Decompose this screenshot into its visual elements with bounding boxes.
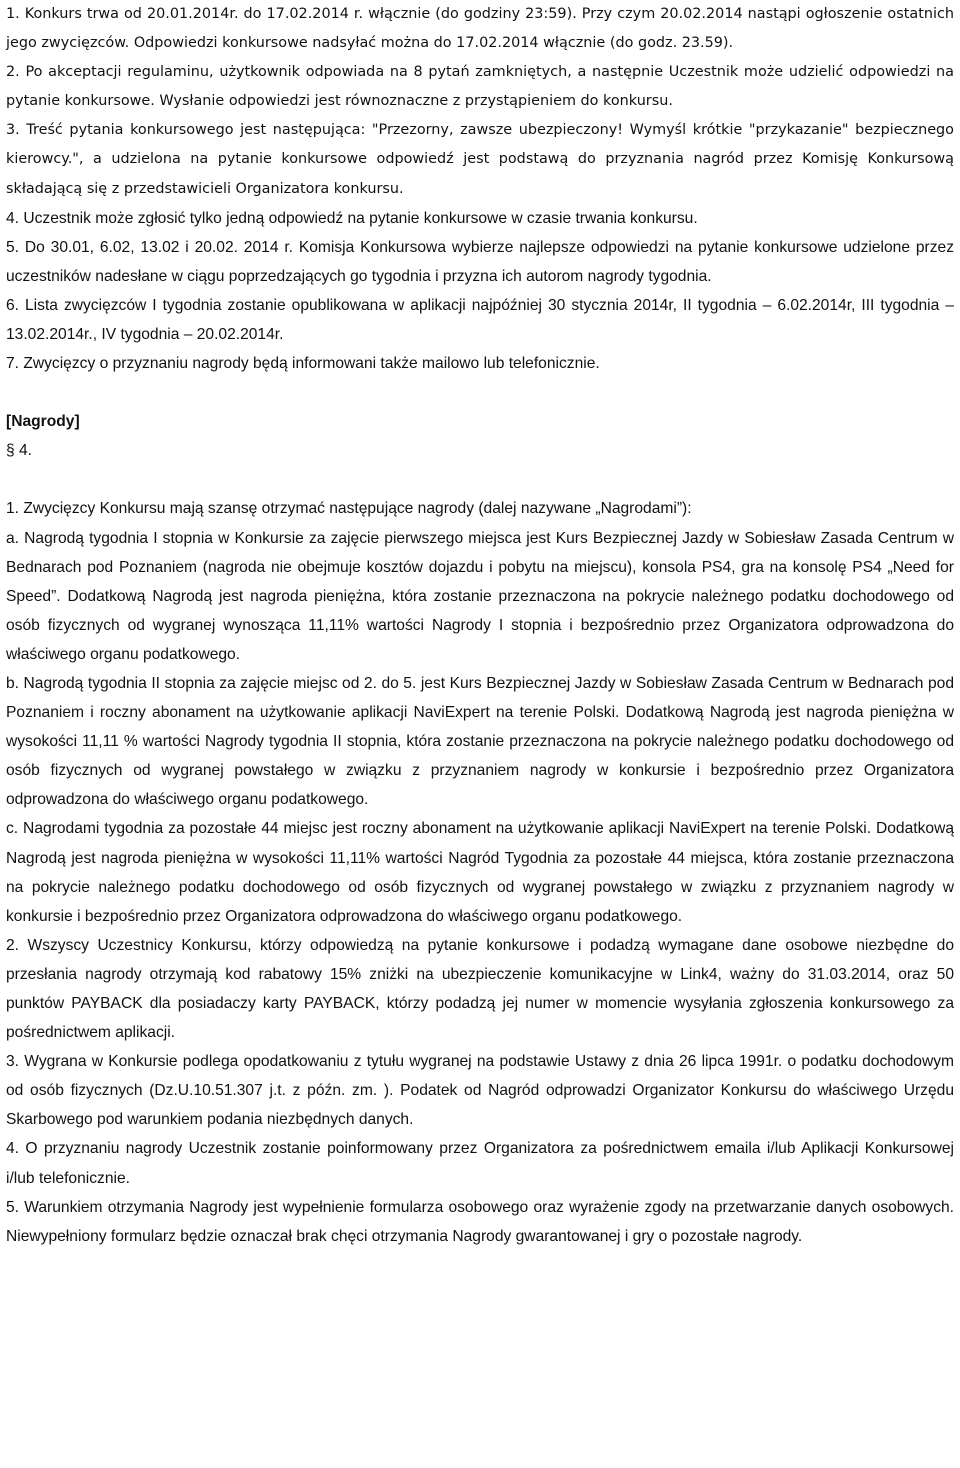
prize-paragraph-a: a. Nagrodą tygodnia I stopnia w Konkursie za zajęcie pierwszego miejsca jest Kurs Bezpiecznej Jazdy w Sobiesław Zasada Centrum w Bednarach pod Poznaniem (nagroda nie obejmuje kosztów dojazdu i pobytu na miejscu), konsola PS4, gra na konsolę PS4 „Need for Speed”. Dodatkową Nagrodą jest nagroda pieniężna, która zostanie przeznaczona na pokrycie należnego podatku dochodowego od osób fizycznych od wygranej wynosząca 11,11% wartości Nagrody I stopnia i bezpośrednio przez Organizatora odprowadzona do właściwego organu podatkowego. [6, 529, 954, 663]
prize-paragraph-2: 2. Wszyscy Uczestnicy Konkursu, którzy odpowiedzą na pytanie konkursowe i podadzą wymagane dane osobowe niezbędne do przesłania nagrody otrzymają kod rabatowy 15% zniżki na ubezpieczenie komunikacyjne w Link4, ważny do 31.03.2014, oraz 50 punktów PAYBACK dla posiadaczy karty PAYBACK, którzy podadzą jej numer w momencie wysyłania zgłoszenia konkursowego za pośrednictwem aplikacji. [6, 936, 954, 1042]
paragraph-3: 3. Treść pytania konkursowego jest następująca: "Przezorny, zawsze ubezpieczony! Wymyśl krótkie "przykazanie" bezpiecznego kierowcy.", a udzielona na pytanie konkursowe odpowiedź jest podstawą do przyznania nagród przez Komisję Konkursową składającą się z przedstawicieli Organizatora konkursu. [6, 122, 954, 197]
paragraph-5: 5. Do 30.01, 6.02, 13.02 i 20.02. 2014 r. Komisja Konkursowa wybierze najlepsze odpowiedzi na pytanie konkursowe udzielone przez uczestników nadesłane w ciągu poprzedzających go tygodnia i przyzna ich autorom nagrody tygodnia. [6, 238, 954, 285]
prize-paragraph-c: c. Nagrodami tygodnia za pozostałe 44 miejsc jest roczny abonament na użytkowanie aplikacji NaviExpert na terenie Polski. Dodatkową Nagrodą jest nagroda pieniężna w wysokości 11,11% wartości Nagród Tygodnia za pozostałe 44 miejsca, która zostanie przeznaczona na pokrycie należnego podatku dochodowego od osób fizycznych od wygranej powstałego w związku z przyznaniem nagrody w konkursie i bezpośrednio przez Organizatora odprowadzona do właściwego organu podatkowego. [6, 820, 954, 925]
paragraph-7: 7. Zwycięzcy o przyznaniu nagrody będą informowani także mailowo lub telefonicznie. [6, 355, 600, 373]
prize-paragraph-1: 1. Zwycięzcy Konkursu mają szansę otrzymać następujące nagrody (dalej nazywane „Nagrodami”): [6, 500, 692, 518]
prize-paragraph-b: b. Nagrodą tygodnia II stopnia za zajęcie miejsc od 2. do 5. jest Kurs Bezpiecznej Jazdy w Sobiesław Zasada Centrum w Bednarach pod Poznaniem i roczny abonament na użytkowanie aplikacji NaviExpert na terenie Polski. Dodatkową Nagrodą jest nagroda pieniężna w wysokości 11,11 % wartości Nagrody tygodnia II stopnia, która zostanie przeznaczona na pokrycie należnego podatku dochodowego od osób fizycznych od wygranej powstałego w związku z przyznaniem nagrody w konkursie i bezpośrednio przez Organizatora odprowadzona do właściwego organu podatkowego. [6, 674, 954, 809]
prize-paragraph-5: 5. Warunkiem otrzymania Nagrody jest wypełnienie formularza osobowego oraz wyrażenie zgody na przetwarzanie danych osobowych. Niewypełniony formularz będzie oznaczał brak chęci otrzymania Nagrody gwarantowanej i gry o pozostałe nagrody. [6, 1198, 954, 1245]
paragraph-4: 4. Uczestnik może zgłosić tylko jedną odpowiedź na pytanie konkursowe w czasie trwania konkursu. [6, 209, 698, 227]
paragraph-6: 6. Lista zwycięzców I tygodnia zostanie opublikowana w aplikacji najpóźniej 30 stycznia 2014r, II tygodnia – 6.02.2014r, III tygodnia – 13.02.2014r., IV tygodnia – 20.02.2014r. [6, 296, 954, 344]
prize-paragraph-4: 4. O przyznaniu nagrody Uczestnik zostanie poinformowany przez Organizatora za pośrednictwem emaila i/lub Aplikacji Konkursowej i/lub telefonicznie. [6, 1140, 954, 1187]
prize-paragraph-3: 3. Wygrana w Konkursie podlega opodatkowaniu z tytułu wygranej na podstawie Ustawy z dnia 26 lipca 1991r. o podatku dochodowym od osób fizycznych (Dz.U.10.51.307 j.t. z późn. zm. ). Podatek od Nagród odprowadzi Organizator Konkursu do właściwego Urzędu Skarbowego pod warunkiem podania niezbędnych danych. [6, 1053, 954, 1129]
paragraph-1: 1. Konkurs trwa od 20.01.2014r. do 17.02.2014 r. włącznie (do godziny 23:59). Przy czym 20.02.2014 nastąpi ogłoszenie ostatnich jego zwycięzców. Odpowiedzi konkursowe nadsyłać można do 17.02.2014 włącznie (do godz. 23.59). [6, 6, 954, 52]
section-number: § 4. [6, 442, 33, 460]
paragraph-2: 2. Po akceptacji regulaminu, użytkownik odpowiada na 8 pytań zamkniętych, a następnie Uczestnik może udzielić odpowiedzi na pytanie konkursowe. Wysłanie odpowiedzi jest równoznaczne z przystąpieniem do konkursu. [6, 64, 954, 110]
section-heading: [Nagrody] [6, 413, 80, 431]
